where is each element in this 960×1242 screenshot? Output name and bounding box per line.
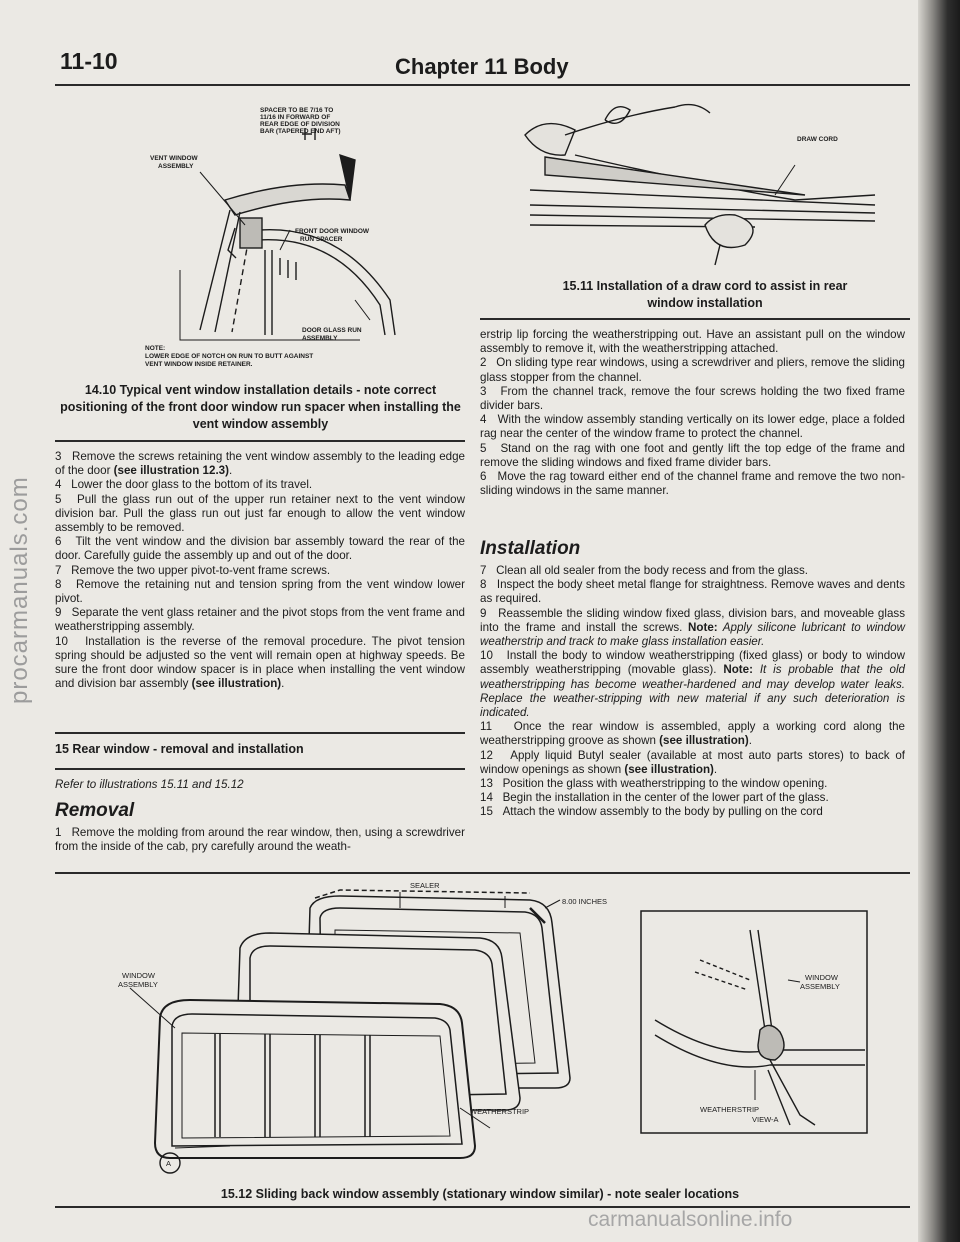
step-number: 10 [480, 649, 493, 663]
step-tail: . [281, 677, 285, 691]
label-a-marker: A [166, 1159, 172, 1168]
step-text: Begin the installation in the center of the lower part of the glass. [502, 791, 829, 805]
figure-15-12-view-a-detail [640, 910, 870, 1135]
step-text: Apply liquid Butyl sealer (available at most auto parts stores) to back of window openings as shown [480, 748, 906, 776]
step-8 [55, 578, 465, 606]
step-text: Clean all old sealer from the body recess and from the glass. [496, 564, 809, 577]
step-tail: . [713, 762, 718, 776]
header-rule [55, 84, 910, 86]
note-label: Note: [688, 620, 718, 634]
label-sealer: SEALER [410, 881, 440, 890]
label-door-glass-2: ASSEMBLY [302, 335, 338, 342]
step-number: 2 [480, 356, 487, 370]
step-number: 9 [480, 606, 487, 620]
step-3 [480, 385, 905, 413]
step-text: From the channel track, remove the four screws holding the two fixed frame divider bars. [480, 384, 905, 413]
label-vent-window-2: ASSEMBLY [158, 163, 194, 170]
step-5 [480, 442, 905, 470]
step-5 [55, 493, 465, 536]
step-text: Remove the molding from around the rear window, then, using a screwdriver from the inside of the cab, pry carefully around the weath- [55, 826, 465, 854]
step-number: 4 [480, 413, 487, 427]
note-text: It is probable that the old weatherstripping has become weather-hardened and may develop water leaks. Replace the weather-stripping with new material if any such deterioration is indicated. [480, 663, 905, 720]
step-number: 10 [55, 634, 68, 648]
note-label: Note: [723, 663, 753, 677]
step-number: 11 [480, 720, 493, 734]
label-view-a: VIEW-A [752, 1115, 779, 1124]
rule-below-section-15 [55, 768, 465, 770]
figure-14-10-vent-window-diagram [140, 100, 460, 368]
rule-below-fig-14-10 [55, 440, 465, 442]
label-door-glass-1: DOOR GLASS RUN [302, 327, 362, 334]
label-note-3: VENT WINDOW INSIDE RETAINER. [145, 361, 253, 368]
step-text: Remove the retaining nut and tension spring from the vent window lower pivot. [55, 577, 465, 606]
step-text: Install the body to window weatherstripping (fixed glass) or body to window assembly weatherstripping (movable glass). [480, 649, 905, 677]
step-4 [480, 413, 905, 441]
illustration-ref: (see illustration 12.3) [113, 464, 229, 478]
label-note-1: NOTE: [145, 345, 166, 352]
rule-above-fig-15-12 [55, 872, 910, 874]
step-10 [55, 635, 465, 692]
step-number: 8 [55, 577, 62, 591]
step-text: Installation is the reverse of the removal procedure. The pivot tension spring should be adjusted so the vent will remain open at highway speeds. Be sure the front door window spacer is in place when installing the vent window and division bar assembly [55, 634, 465, 691]
step-6 [480, 470, 905, 498]
step-tail: . [748, 734, 752, 748]
step-tail: . [229, 464, 233, 478]
label-spacer-2: 11/16 IN FORWARD OF [260, 114, 331, 121]
right-column-steps-a [480, 328, 905, 498]
label-view-weatherstrip: WEATHERSTRIP [700, 1105, 760, 1114]
figure-15-12-caption: 15.12 Sliding back window assembly (stationary window similar) - note sealer locations [220, 1187, 740, 1201]
step-2 [480, 356, 905, 384]
illustration-ref: (see illustration) [624, 762, 714, 776]
step-9 [480, 607, 905, 650]
rule-above-section-15 [55, 732, 465, 734]
step-number: 4 [55, 478, 62, 492]
label-8-inches: 8.00 INCHES [562, 897, 608, 906]
step-number: 8 [480, 578, 487, 592]
step-number: 7 [55, 563, 62, 577]
note-text: Apply silicone lubricant to window weatherstrip and track to make glass installation easier. [480, 620, 906, 649]
step-number: 6 [55, 535, 62, 549]
label-weatherstrip: WEATHERSTRIP [470, 1107, 530, 1116]
step-number: 6 [480, 470, 487, 484]
step-text: Tilt the vent window and the division bar assembly toward the rear of the door. Carefully guide the assembly up and out of the door. [55, 535, 465, 563]
step-text: With the window assembly standing vertically on its lower edge, place a folded rag near the center of the window frame to protect the channel. [480, 413, 906, 441]
step-text: Remove the two upper pivot-to-vent frame screws. [71, 563, 331, 577]
step-text: Once the rear window is assembled, apply a working cord along the weatherstripping groove as shown [480, 720, 905, 748]
step-text: On sliding type rear windows, using a screwdriver and pliers, remove the sliding glass stopper from the channel. [480, 356, 905, 384]
step-text: Remove the screws retaining the vent window assembly to the leading edge of the door [55, 450, 465, 478]
step-15 [480, 805, 905, 819]
step-text: Pull the glass run out of the upper run retainer next to the vent window division bar. Pull the glass run out just far enough to allow the vent window assembly to be removed. [55, 492, 465, 535]
step-number: 1 [55, 826, 62, 839]
chapter-title: Chapter 11 Body [395, 54, 569, 79]
label-front-door-2: RUN SPACER [300, 236, 343, 243]
label-front-door-1: FRONT DOOR WINDOW [295, 228, 370, 235]
step-number: 5 [480, 441, 487, 455]
step-3 [55, 450, 465, 478]
figure-15-11-draw-cord-diagram [505, 95, 900, 275]
step-number: 9 [55, 606, 62, 620]
step-text: Separate the vent glass retainer and the pivot stops from the vent frame and weatherstripping assembly. [55, 606, 465, 634]
step-number: 12 [480, 748, 493, 762]
step-8 [480, 578, 905, 606]
rule-below-fig-15-11 [480, 318, 910, 320]
step-12 [480, 749, 905, 777]
label-view-window-2: ASSEMBLY [800, 982, 840, 991]
step-13 [480, 777, 905, 791]
figure-15-11-caption: 15.11 Installation of a draw cord to assist in rear window installation [562, 279, 848, 310]
illustration-ref: (see illustration) [659, 734, 749, 748]
removal-step-1 [55, 826, 465, 854]
step-14 [480, 791, 905, 805]
continuation-text: erstrip lip forcing the weatherstripping out. Have an assistant pull on the window assembly to remove it, with the weatherstripping attached. [480, 328, 905, 356]
step-7 [480, 564, 905, 578]
right-column-steps-b [480, 564, 905, 820]
step-text: Inspect the body sheet metal flange for straightness. Remove waves and dents as required. [480, 578, 905, 606]
step-number: 5 [55, 492, 62, 506]
step-number: 15 [480, 805, 493, 819]
label-spacer-3: REAR EDGE OF DIVISION [260, 121, 340, 128]
footer-rule [55, 1206, 910, 1208]
step-11 [480, 720, 905, 748]
step-text: Attach the window assembly to the body by pulling on the cord [502, 805, 823, 819]
step-7 [55, 564, 465, 578]
label-spacer-4: BAR (TAPERED END AFT) [260, 128, 341, 135]
step-6 [55, 535, 465, 563]
step-number: 7 [480, 564, 487, 577]
step-number: 14 [480, 791, 493, 805]
watermark-left: procarmanuals.com [6, 476, 33, 704]
label-note-2: LOWER EDGE OF NOTCH ON RUN TO BUTT AGAINST [145, 353, 314, 360]
book-spine-shadow [918, 0, 960, 1242]
watermark-bottom: carmanualsonline.info [588, 1208, 793, 1231]
step-10 [480, 649, 905, 720]
label-window-assembly-2: ASSEMBLY [118, 980, 158, 989]
label-vent-window-1: VENT WINDOW [150, 155, 198, 162]
illustration-ref: (see illustration) [191, 677, 282, 691]
label-window-assembly-1: WINDOW [122, 971, 155, 980]
label-spacer-1: SPACER TO BE 7/16 TO [260, 107, 334, 114]
step-text: Move the rag toward either end of the channel frame and remove the two non-sliding windows in the same manner. [480, 470, 905, 498]
step-number: 3 [55, 450, 62, 463]
left-column-steps [55, 450, 465, 691]
removal-heading: Removal [55, 800, 135, 821]
step-text: Reassemble the sliding window fixed glass, division bars, and moveable glass into the frame and install the screws. [480, 606, 905, 634]
step-text: Position the glass with weatherstripping to the window opening. [502, 777, 828, 791]
step-text: Stand on the rag with one foot and gently lift the top edge of the frame and remove the sliding windows and fixed frame divider bars. [480, 441, 905, 469]
label-draw-cord: DRAW CORD [797, 136, 838, 143]
step-number: 3 [480, 384, 487, 398]
step-number: 13 [480, 777, 493, 791]
label-view-window-1: WINDOW [805, 973, 838, 982]
step-4 [55, 478, 465, 492]
installation-heading: Installation [480, 538, 581, 559]
step-text: Lower the door glass to the bottom of its travel. [71, 478, 313, 492]
step-9 [55, 606, 465, 634]
figure-15-12-sliding-window-diagram [100, 878, 620, 1178]
figure-14-10-caption: 14.10 Typical vent window installation details - note correct positioning of the front door window run spacer when installing the vent window assembly [60, 383, 461, 431]
page-number: 11-10 [60, 48, 118, 74]
refer-to-illustrations: Refer to illustrations 15.11 and 15.12 [55, 778, 244, 791]
section-title-15: 15 Rear window - removal and installation [55, 742, 304, 756]
